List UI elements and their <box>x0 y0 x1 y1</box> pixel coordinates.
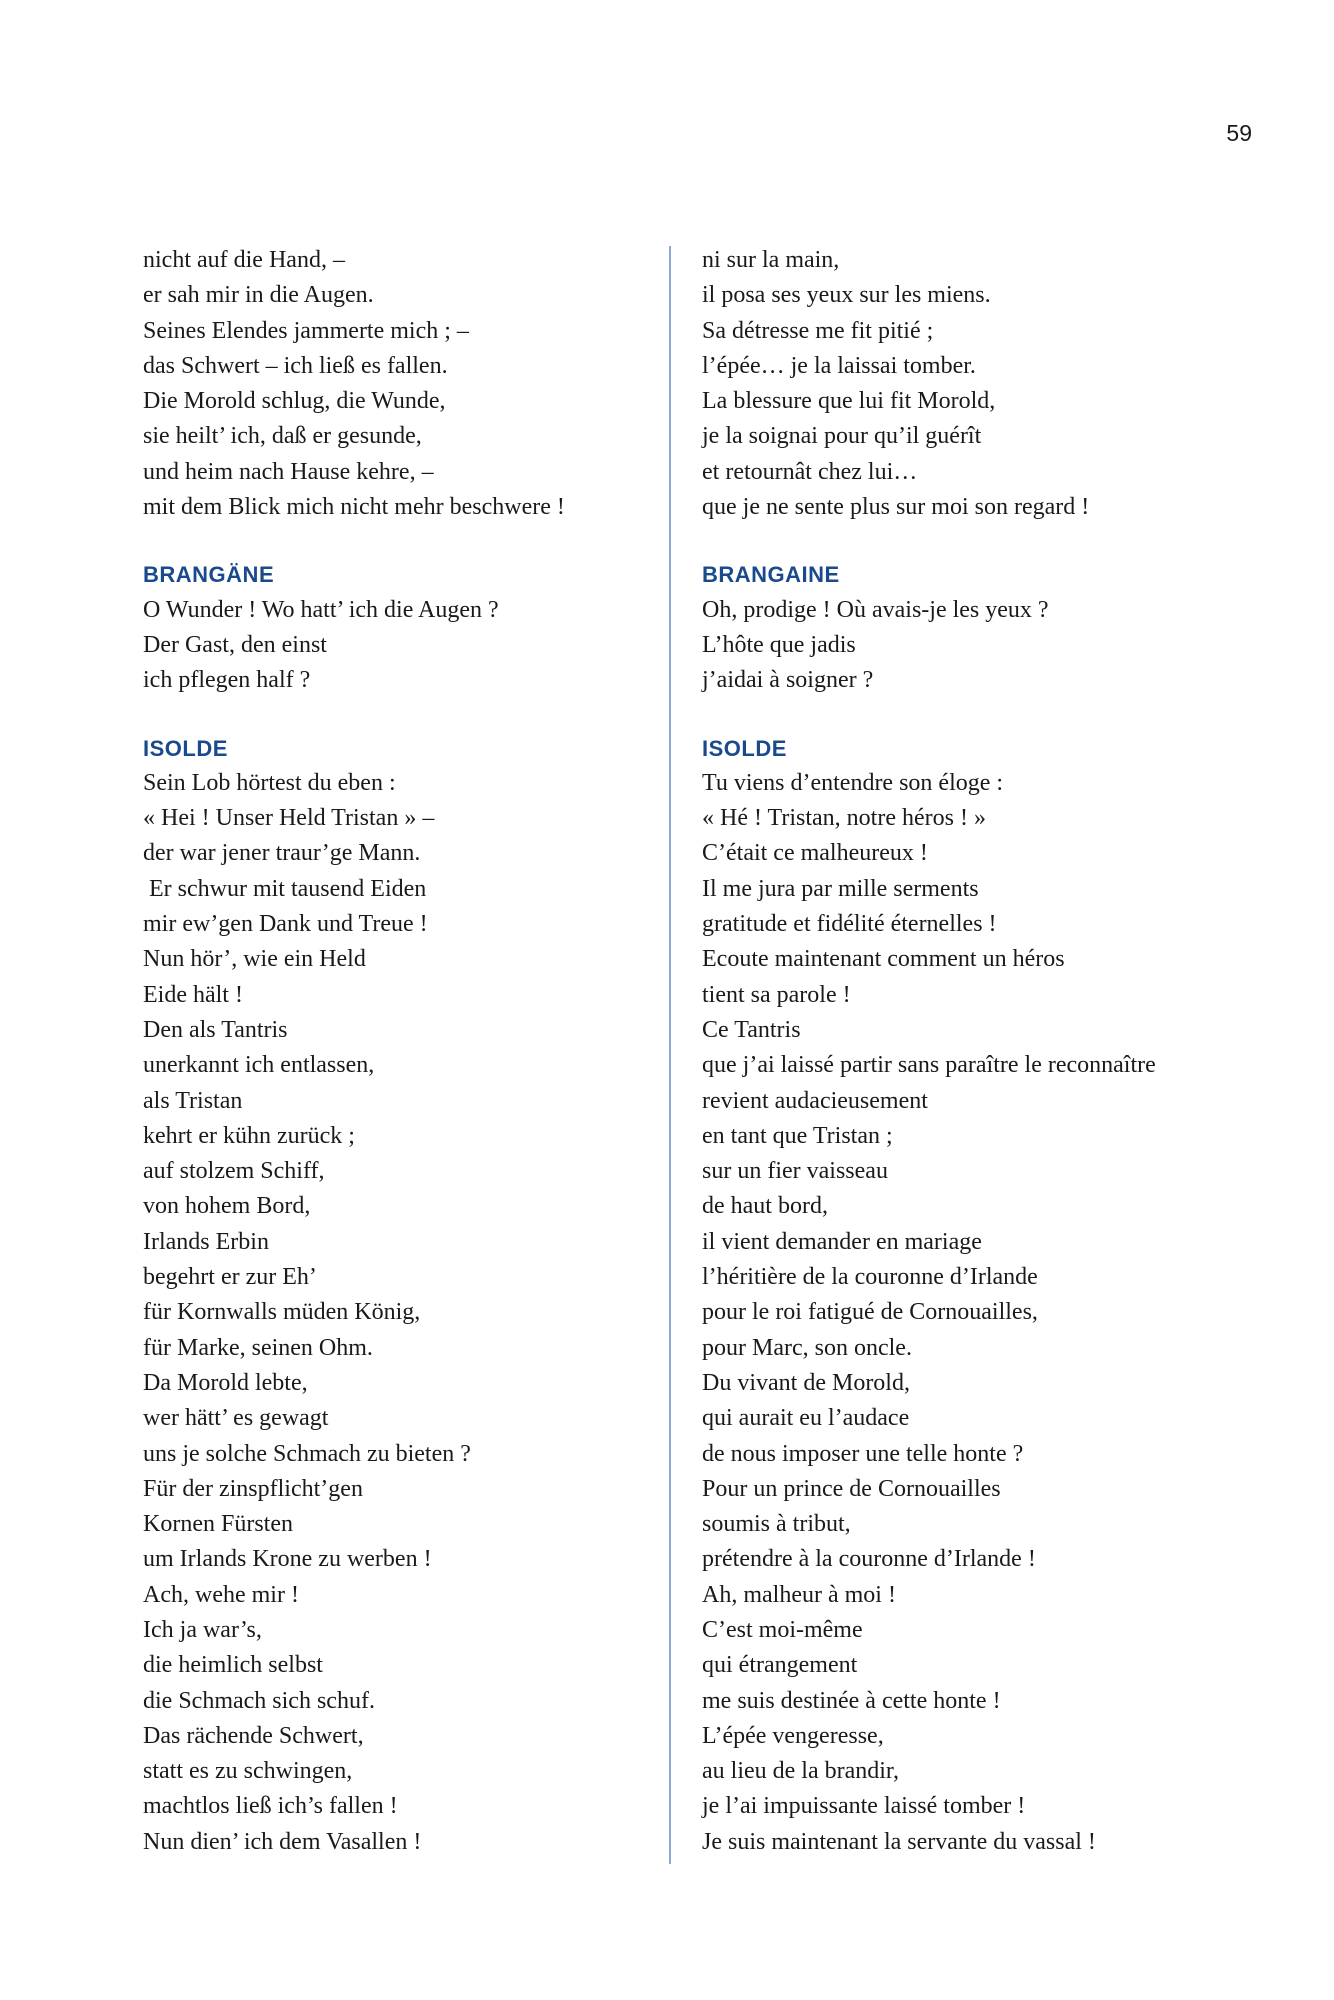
verse-line: mir ew’gen Dank und Treue ! <box>143 911 428 938</box>
french-column <box>702 243 1282 1860</box>
verse-line: nicht auf die Hand, – <box>143 247 345 273</box>
verse-line: de haut bord, <box>702 1193 828 1220</box>
verse-line: qui aurait eu l’audace <box>702 1405 910 1432</box>
verse-line: der war jener traur’ge Mann. <box>143 840 421 867</box>
verse-line: für Marke, seinen Ohm. <box>143 1334 373 1361</box>
verse-line: C’est moi-même <box>702 1616 863 1643</box>
verse-line: Pour un prince de Cornouailles <box>702 1475 1001 1502</box>
verse-line: unerkannt ich entlassen, <box>143 1052 375 1079</box>
verse-line: ich pflegen half ? <box>143 667 311 694</box>
verse-line: revient audacieusement <box>702 1087 928 1114</box>
french-block-1 <box>702 243 1282 525</box>
verse-line: für Kornwalls müden König, <box>143 1299 421 1326</box>
verse-line: die heimlich selbst <box>143 1652 323 1679</box>
verse-line: Er schwur mit tausend Eiden <box>143 875 427 902</box>
verse-line: La blessure que lui fit Morold, <box>702 388 996 415</box>
verse-line: qui étrangement <box>702 1652 858 1679</box>
german-block-1 <box>143 243 643 525</box>
verse-line: Das rächende Schwert, <box>143 1722 364 1749</box>
german-block-3 <box>143 766 643 1860</box>
verse-line: Du vivant de Morold, <box>702 1369 910 1396</box>
verse-line: das Schwert – ich ließ es fallen. <box>143 352 448 379</box>
verse-line: Eide hält ! <box>143 981 243 1008</box>
verse-line: kehrt er kühn zurück ; <box>143 1122 355 1149</box>
verse-line: C’était ce malheureux ! <box>702 840 928 867</box>
verse-line: Je suis maintenant la servante du vassal ! <box>702 1828 1096 1855</box>
verse-line: ni sur la main, <box>702 247 840 273</box>
verse-line: Den als Tantris <box>143 1016 288 1043</box>
verse-line: Für der zinspflicht’gen <box>143 1475 363 1502</box>
verse-line: mit dem Blick mich nicht mehr beschwere ! <box>143 494 565 521</box>
verse-line: um Irlands Krone zu werben ! <box>143 1546 432 1573</box>
verse-line: Die Morold schlug, die Wunde, <box>143 388 446 415</box>
verse-line: von hohem Bord, <box>143 1193 311 1220</box>
speaker-brangaene: BRANGÄNE <box>143 562 275 588</box>
verse-line: « Hei ! Unser Held Tristan » – <box>143 805 435 832</box>
french-block-3 <box>702 766 1282 1860</box>
verse-line: il posa ses yeux sur les miens. <box>702 282 991 309</box>
verse-line: wer hätt’ es gewagt <box>143 1405 329 1432</box>
verse-line: l’épée… je la laissai tomber. <box>702 352 976 379</box>
verse-line: Ce Tantris <box>702 1016 801 1043</box>
verse-line: il vient demander en mariage <box>702 1228 982 1255</box>
verse-line: tient sa parole ! <box>702 981 851 1008</box>
verse-line: Seines Elendes jammerte mich ; – <box>143 317 469 344</box>
verse-line: er sah mir in die Augen. <box>143 282 374 309</box>
verse-line: Tu viens d’entendre son éloge : <box>702 769 1004 796</box>
verse-line: uns je solche Schmach zu bieten ? <box>143 1440 471 1467</box>
verse-line: je l’ai impuissante laissé tomber ! <box>702 1793 1026 1820</box>
verse-line: L’hôte que jadis <box>702 631 856 658</box>
verse-line: L’épée vengeresse, <box>702 1722 884 1749</box>
speaker-brangaine: BRANGAINE <box>702 562 840 588</box>
verse-line: als Tristan <box>143 1087 243 1114</box>
speaker-isolde-de: ISOLDE <box>143 735 228 761</box>
verse-line: Nun dien’ ich dem Vasallen ! <box>143 1828 422 1855</box>
verse-line: die Schmach sich schuf. <box>143 1687 375 1714</box>
verse-line: statt es zu schwingen, <box>143 1758 353 1785</box>
verse-line: me suis destinée à cette honte ! <box>702 1687 1001 1714</box>
verse-line: Sa détresse me fit pitié ; <box>702 317 934 344</box>
verse-line: au lieu de la brandir, <box>702 1758 899 1785</box>
verse-line: und heim nach Hause kehre, – <box>143 458 434 485</box>
verse-line: « Hé ! Tristan, notre héros ! » <box>702 805 986 832</box>
french-block-2 <box>702 593 1282 699</box>
verse-line: et retournât chez lui… <box>702 458 918 485</box>
verse-line: soumis à tribut, <box>702 1511 851 1538</box>
verse-line: en tant que Tristan ; <box>702 1122 893 1149</box>
verse-line: sie heilt’ ich, daß er gesunde, <box>143 423 422 450</box>
german-block-2 <box>143 593 643 699</box>
verse-line: gratitude et fidélité éternelles ! <box>702 911 997 938</box>
verse-line: Der Gast, den einst <box>143 631 327 658</box>
verse-line: Sein Lob hörtest du eben : <box>143 769 396 796</box>
verse-line: Ich ja war’s, <box>143 1616 262 1643</box>
verse-line: que j’ai laissé partir sans paraître le reconnaître <box>702 1052 1156 1079</box>
verse-line: Il me jura par mille serments <box>702 875 979 902</box>
verse-line: begehrt er zur Eh’ <box>143 1264 317 1291</box>
verse-line: de nous imposer une telle honte ? <box>702 1440 1024 1467</box>
german-column <box>143 243 643 1860</box>
page-number: 59 <box>1226 120 1252 146</box>
verse-line: Da Morold lebte, <box>143 1369 308 1396</box>
verse-line: O Wunder ! Wo hatt’ ich die Augen ? <box>143 596 499 623</box>
verse-line: j’aidai à soigner ? <box>702 667 874 694</box>
verse-line: je la soignai pour qu’il guérît <box>702 423 982 450</box>
verse-line: l’héritière de la couronne d’Irlande <box>702 1264 1038 1291</box>
verse-line: auf stolzem Schiff, <box>143 1158 325 1185</box>
verse-line: sur un fier vaisseau <box>702 1158 888 1185</box>
verse-line: Ah, malheur à moi ! <box>702 1581 896 1608</box>
verse-line: pour Marc, son oncle. <box>702 1334 912 1361</box>
verse-line: Ecoute maintenant comment un héros <box>702 946 1065 973</box>
column-divider <box>669 246 671 1864</box>
verse-line: Ach, wehe mir ! <box>143 1581 299 1608</box>
verse-line: Nun hör’, wie ein Held <box>143 946 366 973</box>
verse-line: Oh, prodige ! Où avais-je les yeux ? <box>702 596 1049 623</box>
verse-line: que je ne sente plus sur moi son regard ! <box>702 494 1090 521</box>
verse-line: pour le roi fatigué de Cornouailles, <box>702 1299 1038 1326</box>
verse-line: Kornen Fürsten <box>143 1511 293 1538</box>
verse-line: machtlos ließ ich’s fallen ! <box>143 1793 398 1820</box>
speaker-isolde-fr: ISOLDE <box>702 735 787 761</box>
verse-line: Irlands Erbin <box>143 1228 269 1255</box>
verse-line: prétendre à la couronne d’Irlande ! <box>702 1546 1036 1573</box>
